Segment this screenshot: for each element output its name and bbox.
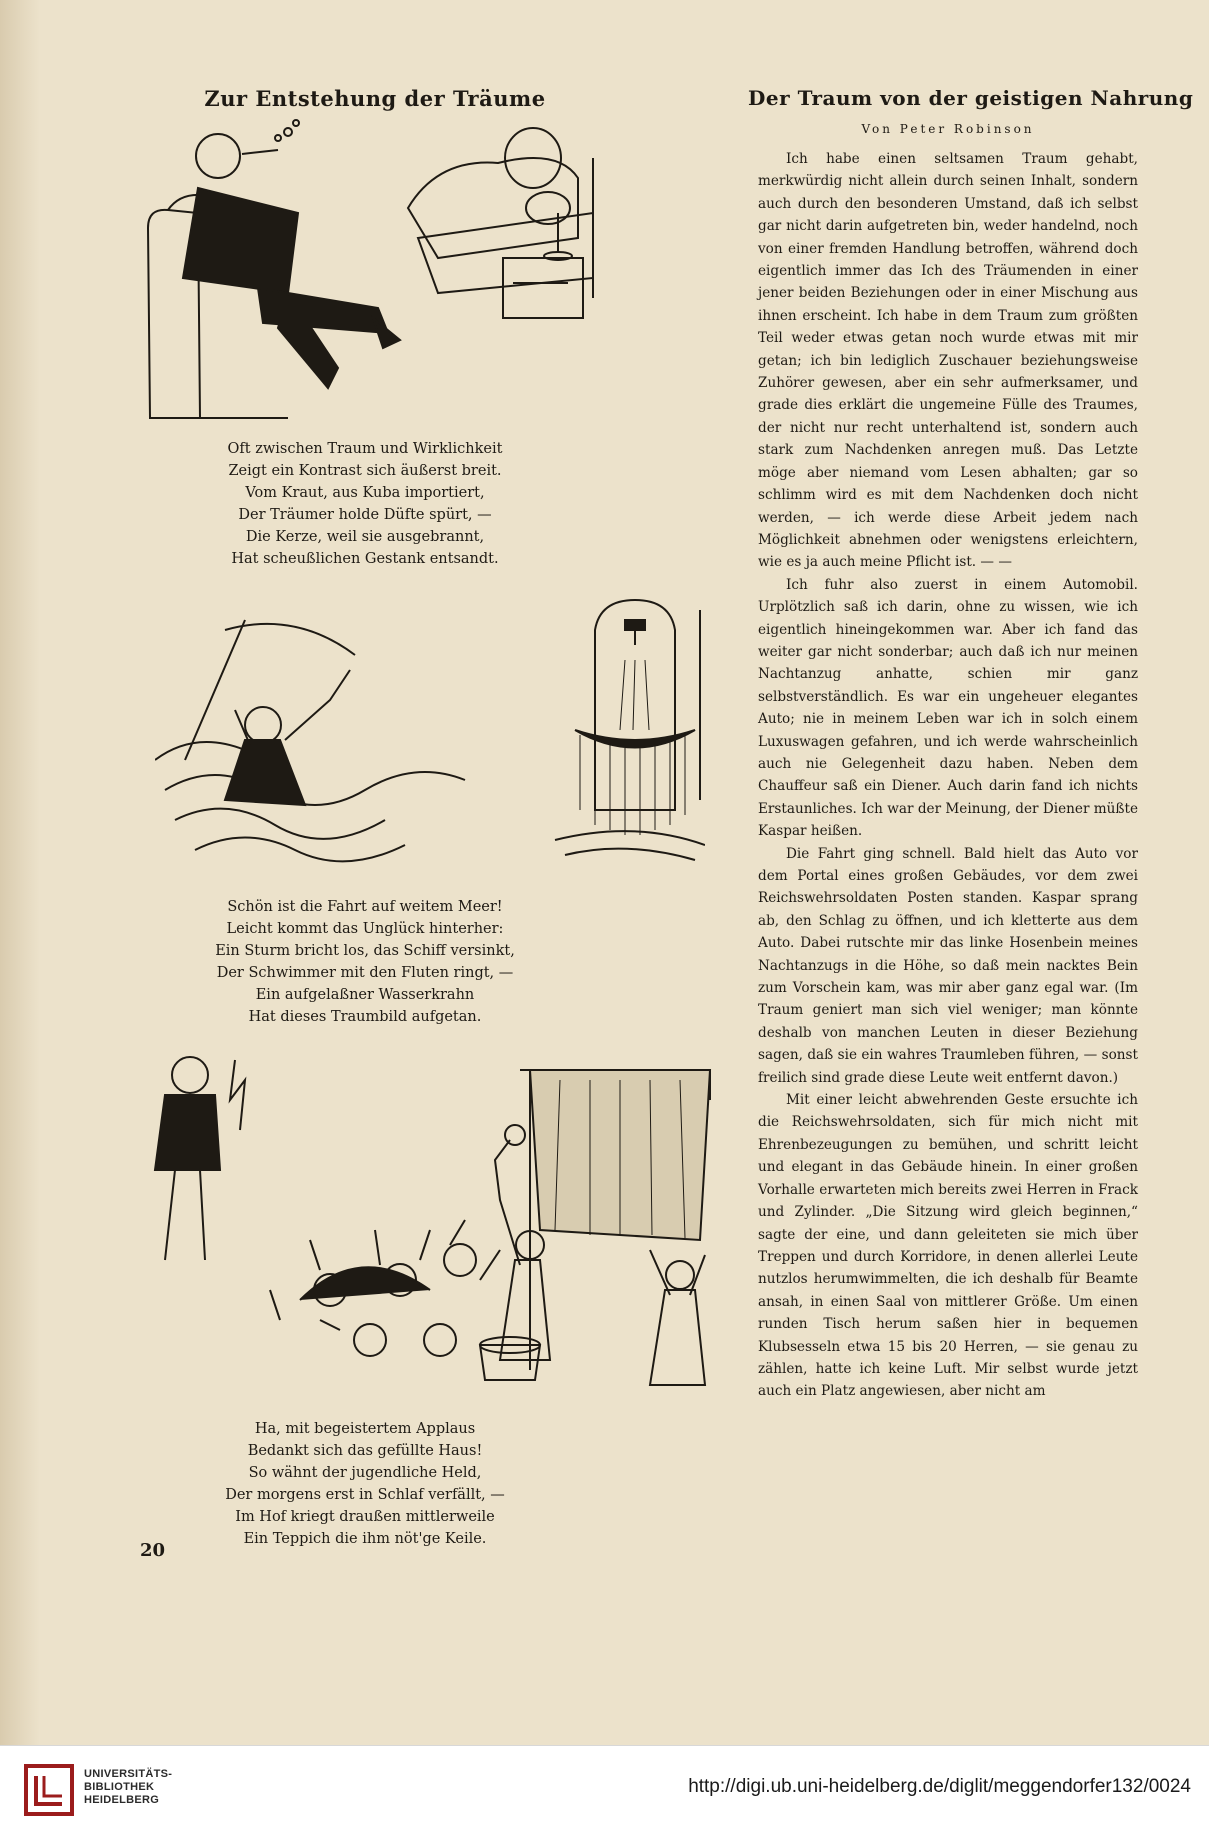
- library-name-line: BIBLIOTHEK: [84, 1781, 155, 1793]
- article-paragraph: Mit einer leicht abwehrenden Geste ersuchte ich die Reichswehrsoldaten, sich für mich nicht mit Ehrenbezeugungen zu bemühen, und schritt leicht und elegant in das Gebäude hinein. In einer großen Vorhalle erwarteten mich bereits zwei Herren in Frack und Zylinder. „Die Sitzung wird gleich beginnen,“ sagte der eine, und dann geleiteten sie mich über Treppen und durch Korridore, in denen allerlei Leute nutzlos herumwimmelten, die ich deshalb für Beamte ansah, in einen Saal von mittlerer Größe. Um einen runden Tisch herum saßen hier in bequemen Klubsesseln etwa 15 bis 20 Herren, — sie genau zu zählen, hatte ich keine Luft. Mir selbst wurde jetzt auch ein Platz angewiesen, aber nicht am: [758, 1092, 1138, 1400]
- verse-2-line: Ein Sturm bricht los, das Schiff versinkt,: [215, 943, 515, 959]
- article-paragraph: Ich fuhr also zuerst in einem Automobil. Urplötzlich saß ich darin, ohne zu wissen, wie ich eigentlich hineingekommen war. Aber ich fand das weiter gar nicht sonderbar; auch daß ich nur meinen Nachtanzug anhatte, schien mir ganz selbstverständlich. Es war ein ungeheuer elegantes Auto; nie in meinem Leben war ich in solch einem Luxuswagen gefahren, und ich werde wahrscheinlich auch nie Gelegenheit dazu haben. Neben dem Chauffeur saß ein Diener. Auch darin fand ich nichts Erstaunliches. Ich war der Meinung, der Diener müßte Kaspar heißen.: [758, 576, 1139, 840]
- verse-1-line: Vom Kraut, aus Kuba importiert,: [245, 485, 485, 501]
- verse-1-line: Hat scheußlichen Gestank entsandt.: [231, 551, 499, 567]
- university-library-logo[interactable]: [22, 1760, 173, 1820]
- article-paragraph: Ich habe einen seltsamen Traum gehabt, merkwürdig nicht allein durch seinen Inhalt, sondern auch durch den besonderen Umstand, daß ich selbst gar nicht darin aufgetreten bin, weder handelnd, noch von einer fremden Handlung betroffen, während doch eigentlich immer das Ich des Träumenden in einer jener beiden Beziehungen oder in einer Mischung aus ihnen erscheint. Ich habe in dem Traum zum größten Teil weder etwas getan noch wurde etwas mit mir getan; ich bin lediglich Zuschauer beziehungsweise Zuhörer gewesen, aber ein sehr aufmerksamer, und grade dies erklärt die ungemeine Fülle des Traumes, der nicht nur recht unterhaltend ist, sondern auch stark zum Nachdenken anregen muß. Das Letzte möge aber niemand vom Lesen abhalten; gar so schlimm wird es mit dem Nachdenken doch nicht werden, — ich werde diese Arbeit jedem nach Möglichkeit abnehmen oder wenigstens erleichtern, wie es ja auch meine Pflicht ist. — —: [758, 151, 1138, 571]
- verse-1-line: Oft zwischen Traum und Wirklichkeit: [227, 441, 503, 457]
- shipwreck-and-faucet-illustration: [155, 590, 705, 880]
- verse-3-line: Ein Teppich die ihm nöt'ge Keile.: [243, 1531, 487, 1547]
- source-url[interactable]: http://digi.ub.uni-heidelberg.de/diglit/meggendorfer132/0024: [688, 1776, 1191, 1797]
- verse-3: [130, 1418, 600, 1550]
- article-paragraph: Die Fahrt ging schnell. Bald hielt das Auto vor dem Portal eines großen Gebäudes, vor dem zwei Reichswehrsoldaten Posten standen. Kaspar sprang ab, den Schlag zu öffnen, und ich kletterte aus dem Auto. Dabei rutschte mir das linke Hosenbein meines Nachtanzugs in die Höhe, so daß mein nacktes Bein zum Vorschein kam, was mir aber ganz egal war. (Im Traum geniert man sich viel weniger; man könnte deshalb von manchen Leuten in dieser Beziehung sagen, daß sie ein wahres Traumleben führen, — sonst freilich sind grade diese Leute weit entfernt davon.): [758, 845, 1138, 1086]
- left-title: Zur Entstehung der Träume: [204, 86, 546, 111]
- smoker-and-sleeper-illustration: [138, 118, 598, 430]
- library-name-line: HEIDELBERG: [84, 1794, 160, 1806]
- verse-3-line: Der morgens erst in Schlaf verfällt, —: [225, 1487, 505, 1503]
- verse-3-line: Bedankt sich das gefüllte Haus!: [247, 1443, 483, 1459]
- verse-3-line: So wähnt der jugendliche Held,: [248, 1465, 482, 1481]
- verse-2-line: Leicht kommt das Unglück hinterher:: [226, 921, 504, 937]
- verse-1-line: Der Träumer holde Düfte spürt, —: [238, 507, 492, 523]
- verse-3-line: Im Hof kriegt draußen mittlerweile: [235, 1509, 495, 1525]
- verse-2: [130, 896, 600, 1028]
- page-number: 20: [140, 1540, 166, 1561]
- actor-and-carpet-beating-illustration: [120, 1040, 720, 1388]
- verse-1-line: Zeigt ein Kontrast sich äußerst breit.: [228, 463, 502, 479]
- verse-3-line: Ha, mit begeistertem Applaus: [254, 1421, 476, 1437]
- verse-2-line: Der Schwimmer mit den Fluten ringt, —: [216, 965, 514, 981]
- article-body: [758, 148, 1138, 1403]
- verse-1: [130, 438, 600, 570]
- page-gutter-shadow: [0, 0, 40, 1745]
- verse-2-line: Ein aufgelaßner Wasserkrahn: [255, 987, 475, 1003]
- library-name: [84, 1768, 172, 1807]
- viewer-footer: [0, 1745, 1209, 1834]
- library-emblem-icon: [22, 1760, 78, 1820]
- library-name-line: UNIVERSITÄTS-: [84, 1768, 173, 1780]
- verse-1-line: Die Kerze, weil sie ausgebrannt,: [245, 529, 485, 545]
- verse-2-line: Hat dieses Traumbild aufgetan.: [248, 1009, 482, 1025]
- verse-2-line: Schön ist die Fahrt auf weitem Meer!: [227, 899, 503, 915]
- article-title: Der Traum von der geistigen Nahrung: [748, 86, 1194, 110]
- article-byline: Von Peter Robinson: [861, 122, 1035, 136]
